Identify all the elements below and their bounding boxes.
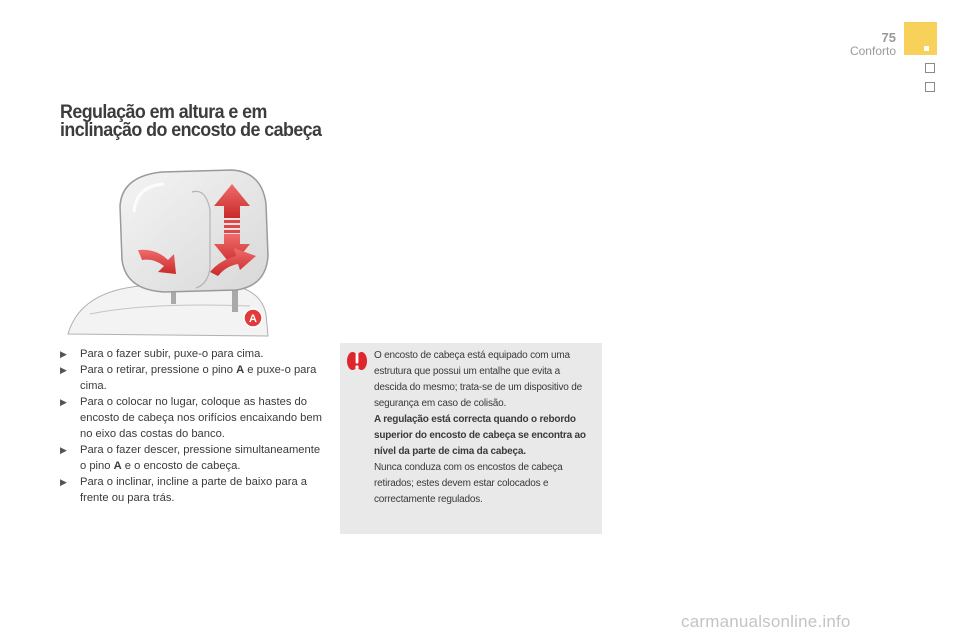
instruction-list [60,346,322,506]
pin-reference: A [113,460,122,472]
warning-emphasis: A regulação está correcta quando o rebordo superior do encosto de cabeça se encontra ao nível da parte de cima da cabeça. [374,414,586,457]
headrest-illustration [60,164,270,340]
warning-intro: O encosto de cabeça está equipado com uma estrutura que possui um entalhe que evita a descida do mesmo; trata-se de um dispositivo de segurança em caso de colisão. [374,350,582,409]
instruction-text: Para o colocar no lugar, coloque as hastes do encosto de cabeça nos orifícios encaixando bem no eixo das costas do banco. [80,396,322,440]
bullet-icon: ▶ [60,365,67,375]
instruction-text: Para o fazer subir, puxe-o para cima. [80,348,264,360]
bullet-icon: ▶ [60,349,67,359]
section-tab-active[interactable] [904,22,937,55]
instruction-item [60,474,322,506]
bullet-icon: ▶ [60,397,67,407]
page-number: 75 [881,30,896,45]
instruction-item [60,346,322,362]
instruction-text: e puxe-o para cima. [80,364,317,392]
heading-line-1: Regulação em altura e em [60,102,267,123]
instruction-text: Para o retirar, pressione o pino [80,364,237,376]
warning-closing: Nunca conduza com os encostos de cabeça retirados; estes devem estar colocados e correctamente regulados. [374,462,563,505]
section-tab-next[interactable] [925,63,935,73]
pin-reference: A [236,364,245,376]
instruction-text: Para o inclinar, incline a parte de baixo para a frente ou para trás. [80,476,307,504]
bullet-icon: ▶ [60,445,67,455]
warning-icon [346,351,368,371]
page-heading [60,104,321,140]
instruction-item [60,442,322,474]
heading-line-2: inclinação do encosto de cabeça [60,120,322,141]
section-title: Conforto [849,44,896,58]
site-watermark: carmanualsonline.info [681,612,851,631]
section-tab-last[interactable] [925,82,935,92]
bullet-icon: ▶ [60,477,67,487]
instruction-item [60,394,322,442]
warning-box [340,343,602,534]
pin-label: A [249,313,257,325]
instruction-text: Para o fazer descer, pressione simultaneamente o pino [80,444,321,472]
instruction-text: e o encosto de cabeça. [121,460,241,472]
instruction-item [60,362,322,394]
tab-marker [924,46,929,51]
